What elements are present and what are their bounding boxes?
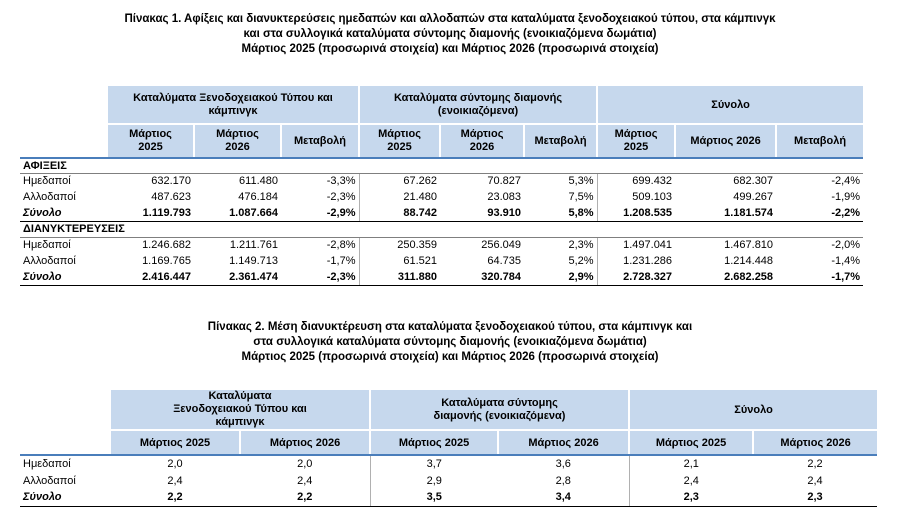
table2-title-line: στα συλλογικά καταλύματα σύντομης διαμονής (ενοικιαζόμενα δωμάτια) <box>253 336 647 348</box>
group-header-hotels: Καταλύματα Ξενοδοχειακού Τύπου και κάμπινγκ <box>110 390 370 430</box>
cell-change: -2,2% <box>776 205 863 221</box>
row-label: Αλλοδαποί <box>23 474 76 487</box>
cell-value: 2,4 <box>240 472 370 489</box>
cell-value: 1.087.664 <box>194 205 281 221</box>
group-header-short-stay: Καταλύματα σύντομης διαμονής (ενοικιαζόμενα) <box>370 390 629 430</box>
cell-value: 3,4 <box>498 489 629 506</box>
cell-change: 5,2% <box>524 253 597 269</box>
cell-value: 611.480 <box>239 175 278 188</box>
table-row-total <box>20 269 863 285</box>
subheader-march-2026: Μάρτιος 2026 <box>498 430 629 455</box>
table2-title-line: Μάρτιος 2025 (προσωρινά στοιχεία) και Μάρτιος 2026 (προσωρινά στοιχεία) <box>241 351 659 363</box>
table-row <box>20 237 863 253</box>
cell-value: 1.169.765 <box>142 255 191 267</box>
row-label: Αλλοδαποί <box>23 191 76 203</box>
subheader-march-2026: Μάρτιος 2026 <box>440 124 524 158</box>
table-row <box>20 472 877 489</box>
section-title-overnights: ΔΙΑΝΥΚΤΕΡΕΥΣΕΙΣ <box>20 221 863 237</box>
group-header-total: Σύνολο <box>597 86 863 124</box>
row-label: Ημεδαποί <box>23 239 71 252</box>
cell-value: 1.497.041 <box>623 239 673 252</box>
table1-title-line: και στα συλλογικά καταλύματα σύντομης διαμονής (ενοικιαζόμενα δωμάτια) <box>243 28 657 40</box>
subheader-march-2025: Μάρτιος 2025 <box>359 124 440 158</box>
cell-value: 1.467.810 <box>724 239 774 252</box>
cell-value: 2,4 <box>683 474 699 487</box>
section-title-arrivals: ΑΦΙΞΕΙΣ <box>20 158 863 173</box>
row-label: Σύνολο <box>20 489 110 506</box>
row-label: Σύνολο <box>20 205 107 221</box>
cell-value: 23.083 <box>487 191 522 203</box>
cell-change: -2,3% <box>281 189 359 205</box>
cell-value: 2,8 <box>498 472 629 489</box>
cell-value: 476.184 <box>238 191 278 203</box>
cell-value: 1.208.535 <box>597 205 675 221</box>
cell-change: 5,8% <box>524 205 597 221</box>
subheader-march-2026: Μάρτιος 2026 <box>240 430 370 455</box>
cell-value: 250.359 <box>397 239 438 252</box>
cell-value: 1.214.448 <box>724 255 774 267</box>
subheader-march-2026: Μάρτιος 2026 <box>753 430 877 455</box>
table-row <box>20 189 863 205</box>
group-header-total: Σύνολο <box>629 390 877 430</box>
average-stay-table <box>20 390 877 507</box>
table2-title <box>0 320 900 365</box>
cell-value: 2.728.327 <box>597 269 675 285</box>
row-label: Ημεδαποί <box>23 175 71 188</box>
header-corner <box>20 430 110 455</box>
subheader-march-2026: Μάρτιος 2026 <box>675 124 776 158</box>
cell-value: 2.416.447 <box>107 269 194 285</box>
row-label: Ημεδαποί <box>23 458 71 470</box>
cell-value: 1.119.793 <box>107 205 194 221</box>
header-corner <box>20 86 107 124</box>
cell-value: 1.149.713 <box>229 255 278 267</box>
row-label: Σύνολο <box>20 269 107 285</box>
cell-value: 2,3 <box>753 489 877 506</box>
group-header-hotels: Καταλύματα Ξενοδοχειακού Τύπου και κάμπινγκ <box>107 86 359 124</box>
cell-value: 21.480 <box>403 191 438 203</box>
cell-value: 88.742 <box>359 205 440 221</box>
cell-change: 5,3% <box>524 173 597 189</box>
cell-value: 487.623 <box>151 191 191 203</box>
subheader-march-2025: Μάρτιος 2025 <box>629 430 753 455</box>
cell-value: 2,3 <box>629 489 753 506</box>
group-header-short-stay: Καταλύματα σύντομης διαμονής (ενοικιαζόμενα) <box>359 86 597 124</box>
cell-value: 3,7 <box>426 458 442 470</box>
table-row <box>20 253 863 269</box>
cell-value: 70.827 <box>487 175 522 188</box>
arrivals-overnights-table <box>20 86 863 286</box>
subheader-march-2025: Μάρτιος 2025 <box>370 430 498 455</box>
table-row-total <box>20 205 863 221</box>
cell-change: 2,9% <box>524 269 597 285</box>
cell-value: 682.307 <box>733 175 774 188</box>
cell-change: -2,4% <box>831 175 861 188</box>
cell-change: 7,5% <box>524 189 597 205</box>
table1-title <box>0 12 900 57</box>
subheader-march-2026: Μάρτιος 2026 <box>194 124 281 158</box>
cell-value: 320.784 <box>440 269 524 285</box>
cell-value: 3,6 <box>498 455 629 472</box>
row-label: Αλλοδαποί <box>23 255 76 267</box>
cell-change: -1,4% <box>831 255 861 267</box>
table-row <box>20 455 877 472</box>
cell-value: 2,4 <box>807 474 823 487</box>
subheader-march-2025: Μάρτιος 2025 <box>597 124 675 158</box>
subheader-march-2025: Μάρτιος 2025 <box>110 430 240 455</box>
header-corner <box>20 390 110 430</box>
cell-change: -1,7% <box>776 269 863 285</box>
cell-value: 2.682.258 <box>675 269 776 285</box>
cell-change: -3,3% <box>281 173 359 189</box>
table1-title-line: Μάρτιος 2025 (προσωρινά στοιχεία) και Μάρτιος 2026 (προσωρινά στοιχεία) <box>241 43 659 55</box>
cell-value: 2.361.474 <box>194 269 281 285</box>
cell-change: -2,3% <box>281 269 359 285</box>
cell-value: 1.211.761 <box>229 239 278 252</box>
cell-value: 2,9 <box>426 474 442 487</box>
subheader-march-2025: Μάρτιος 2025 <box>107 124 194 158</box>
cell-value: 311.880 <box>359 269 440 285</box>
cell-value: 3,5 <box>370 489 498 506</box>
cell-change: -1,9% <box>831 191 861 203</box>
cell-value: 499.267 <box>733 191 774 203</box>
subheader-change: Μεταβολή <box>776 124 863 158</box>
cell-value: 2,4 <box>167 474 183 487</box>
cell-value: 2,2 <box>110 489 240 506</box>
table1-title-line: Πίνακας 1. Αφίξεις και διανυκτερεύσεις ημεδαπών και αλλοδαπών στα καταλύματα ξενοδοχειακού τύπου, στα κάμπινγκ <box>124 13 776 25</box>
table2-title-line: Πίνακας 2. Μέση διανυκτέρευση στα καταλύματα ξενοδοχειακού τύπου, στα κάμπινγκ και <box>207 321 693 333</box>
cell-change: 2,3% <box>524 237 597 253</box>
cell-value: 2,2 <box>240 489 370 506</box>
cell-change: -2,8% <box>281 237 359 253</box>
cell-value: 2,0 <box>167 458 183 470</box>
cell-value: 67.262 <box>403 175 438 188</box>
cell-value: 93.910 <box>440 205 524 221</box>
subheader-change: Μεταβολή <box>524 124 597 158</box>
subheader-change: Μεταβολή <box>281 124 359 158</box>
cell-value: 256.049 <box>481 239 522 252</box>
cell-value: 632.170 <box>151 175 191 188</box>
cell-value: 509.103 <box>632 191 673 203</box>
cell-value: 1.246.682 <box>142 239 191 252</box>
cell-value: 1.231.286 <box>623 255 673 267</box>
cell-value: 1.181.574 <box>675 205 776 221</box>
table-row-total <box>20 489 877 506</box>
cell-value: 2,0 <box>240 455 370 472</box>
cell-change: -1,7% <box>281 253 359 269</box>
cell-change: -2,9% <box>281 205 359 221</box>
cell-change: -2,0% <box>831 239 861 252</box>
cell-value: 64.735 <box>487 255 522 267</box>
header-corner <box>20 124 107 158</box>
cell-value: 2,1 <box>683 458 699 470</box>
table-row <box>20 173 863 189</box>
cell-value: 61.521 <box>403 255 438 267</box>
cell-value: 699.432 <box>632 175 673 188</box>
cell-value: 2,2 <box>807 458 823 470</box>
